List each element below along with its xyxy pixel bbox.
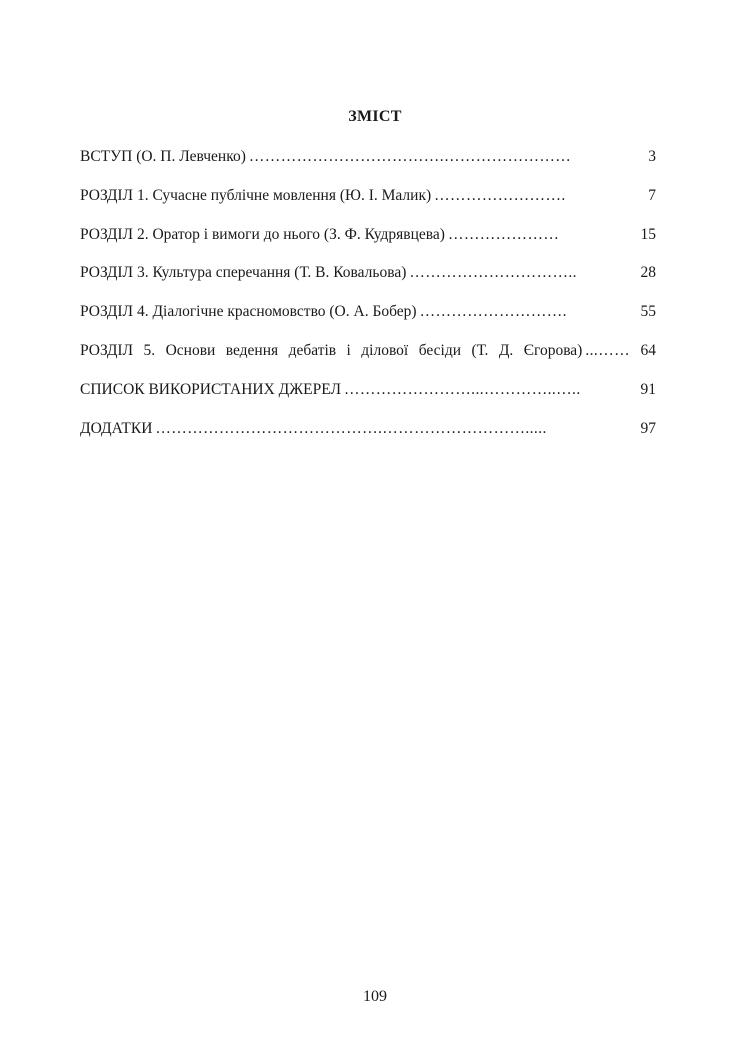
toc-title: ЗМІСТ bbox=[348, 108, 402, 125]
toc-entry-title: РОЗДІЛ 1. Сучасне публічне мовлення (Ю. І. Малик) bbox=[80, 186, 432, 204]
toc-leader-dots: ……………………. bbox=[434, 186, 566, 204]
toc-entry-word: і bbox=[346, 341, 351, 359]
toc-entry-chapter-4 bbox=[80, 300, 656, 339]
toc-leader-dots: ………………………….. bbox=[409, 264, 577, 282]
toc-entry-chapter-1 bbox=[80, 184, 656, 223]
toc-page-number: 97 bbox=[640, 419, 656, 437]
toc-entry-chapter-2 bbox=[80, 223, 656, 262]
toc-entry-title: РОЗДІЛ 3. Культура сперечання (Т. В. Ковальова) bbox=[80, 264, 407, 282]
toc-entry-word: (Т. bbox=[471, 341, 489, 359]
toc-entry-introduction bbox=[80, 145, 656, 184]
toc-entry-title: РОЗДІЛ 2. Оратор і вимоги до нього (З. Ф. Кудрявцева) bbox=[80, 225, 445, 243]
page-number: 109 bbox=[363, 988, 387, 1005]
toc-entry-word: Д. bbox=[498, 341, 514, 359]
toc-leader-dots: …………………………………….………………………..... bbox=[155, 419, 547, 437]
toc-leader-dots: ...…… bbox=[585, 341, 630, 359]
toc-entry-word: 5. bbox=[143, 341, 156, 359]
table-of-contents bbox=[80, 145, 656, 455]
toc-page-number: 15 bbox=[640, 225, 656, 243]
toc-entry-word: РОЗДІЛ bbox=[80, 341, 134, 359]
toc-entry-references bbox=[80, 378, 656, 417]
toc-entry-word: Основи bbox=[165, 341, 216, 359]
toc-entry-title bbox=[80, 339, 582, 363]
toc-leader-dots: ………………… bbox=[447, 225, 560, 243]
toc-leader-dots: ………………………. bbox=[419, 303, 567, 321]
toc-entry-appendices bbox=[80, 417, 656, 456]
toc-page-number: 3 bbox=[648, 148, 656, 165]
toc-entry-word: бесіди bbox=[418, 341, 462, 359]
toc-leader-dots: ……………………………….…………………… bbox=[248, 148, 572, 165]
toc-entry-title: ВСТУП (О. П. Левченко) bbox=[80, 148, 246, 165]
toc-entry-word: ведення bbox=[225, 341, 279, 359]
toc-entry-word: дебатів bbox=[288, 341, 337, 359]
toc-page-number: 91 bbox=[640, 380, 656, 398]
toc-page-number: 7 bbox=[648, 186, 656, 204]
toc-leader-dots: ……………………...…………..….. bbox=[343, 380, 581, 398]
toc-entry-word: ділової bbox=[361, 341, 409, 359]
toc-page-number: 64 bbox=[640, 341, 656, 359]
toc-page-number: 28 bbox=[640, 264, 656, 282]
toc-entry-chapter-3 bbox=[80, 261, 656, 300]
toc-page-number: 55 bbox=[640, 303, 656, 321]
toc-entry-title: СПИСОК ВИКОРИСТАНИХ ДЖЕРЕЛ bbox=[80, 380, 341, 398]
toc-entry-title: ДОДАТКИ bbox=[80, 419, 153, 437]
toc-entry-chapter-5 bbox=[80, 339, 656, 378]
toc-entry-title: РОЗДІЛ 4. Діалогічне красномовство (О. А. Бобер) bbox=[80, 303, 417, 321]
toc-entry-word: Єгорова) bbox=[523, 341, 583, 359]
